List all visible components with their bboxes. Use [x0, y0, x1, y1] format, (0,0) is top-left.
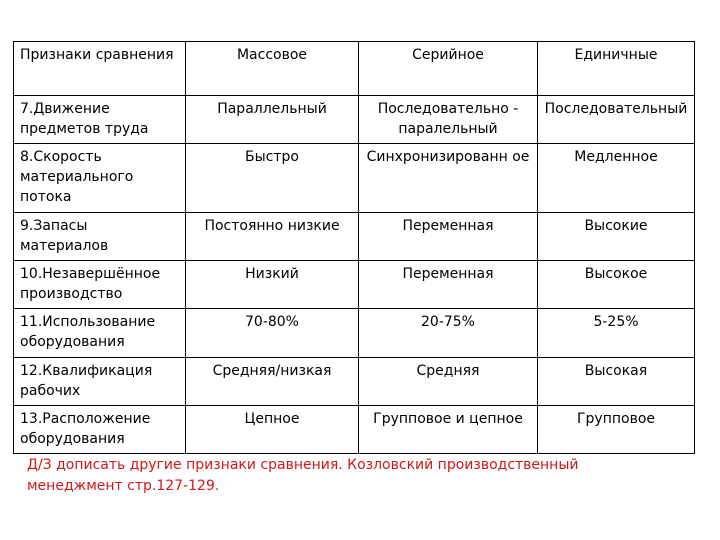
row-value-single: 5-25% [538, 309, 695, 358]
header-cell-mass: Массовое [186, 42, 359, 96]
table-row [14, 213, 695, 261]
table-row [14, 406, 695, 454]
row-value-single: Медленное [538, 144, 695, 213]
row-value-serial: Синхронизированн ое [359, 144, 538, 213]
row-criterion: 8.Скорость материального потока [14, 144, 186, 213]
row-value-serial: Последовательно - паралельный [359, 96, 538, 144]
row-value-mass: Цепное [186, 406, 359, 454]
table-row [14, 261, 695, 309]
row-value-mass: Средняя/низкая [186, 358, 359, 406]
row-value-serial: Групповое и цепное [359, 406, 538, 454]
header-cell-single: Единичные [538, 42, 695, 96]
row-value-single: Последовательный [538, 96, 695, 144]
table-row [14, 144, 695, 213]
row-value-single: Высокое [538, 261, 695, 309]
header-cell-criteria: Признаки сравнения [14, 42, 186, 96]
table-row [14, 358, 695, 406]
row-value-mass: Быстро [186, 144, 359, 213]
row-criterion: 13.Расположение оборудования [14, 406, 186, 454]
table-header-row [14, 42, 695, 96]
row-value-single: Высокие [538, 213, 695, 261]
table-row [14, 96, 695, 144]
row-value-mass: Постоянно низкие [186, 213, 359, 261]
header-cell-serial: Серийное [359, 42, 538, 96]
row-value-single: Высокая [538, 358, 695, 406]
row-value-serial: Средняя [359, 358, 538, 406]
row-value-mass: Параллельный [186, 96, 359, 144]
comparison-table [13, 41, 695, 454]
row-criterion: 11.Использование оборудования [14, 309, 186, 358]
row-value-serial: Переменная [359, 261, 538, 309]
row-value-single: Групповое [538, 406, 695, 454]
row-value-mass: 70-80% [186, 309, 359, 358]
row-value-mass: Низкий [186, 261, 359, 309]
table-row [14, 309, 695, 358]
row-criterion: 9.Запасы материалов [14, 213, 186, 261]
row-value-serial: Переменная [359, 213, 538, 261]
row-criterion: 10.Незавершённое производство [14, 261, 186, 309]
row-value-serial: 20-75% [359, 309, 538, 358]
homework-note: Д/З дописать другие признаки сравнения. Козловский производственный менеджмент стр.127-129. [27, 457, 579, 494]
row-criterion: 7.Движение предметов труда [14, 96, 186, 144]
row-criterion: 12.Квалификация рабочих [14, 358, 186, 406]
